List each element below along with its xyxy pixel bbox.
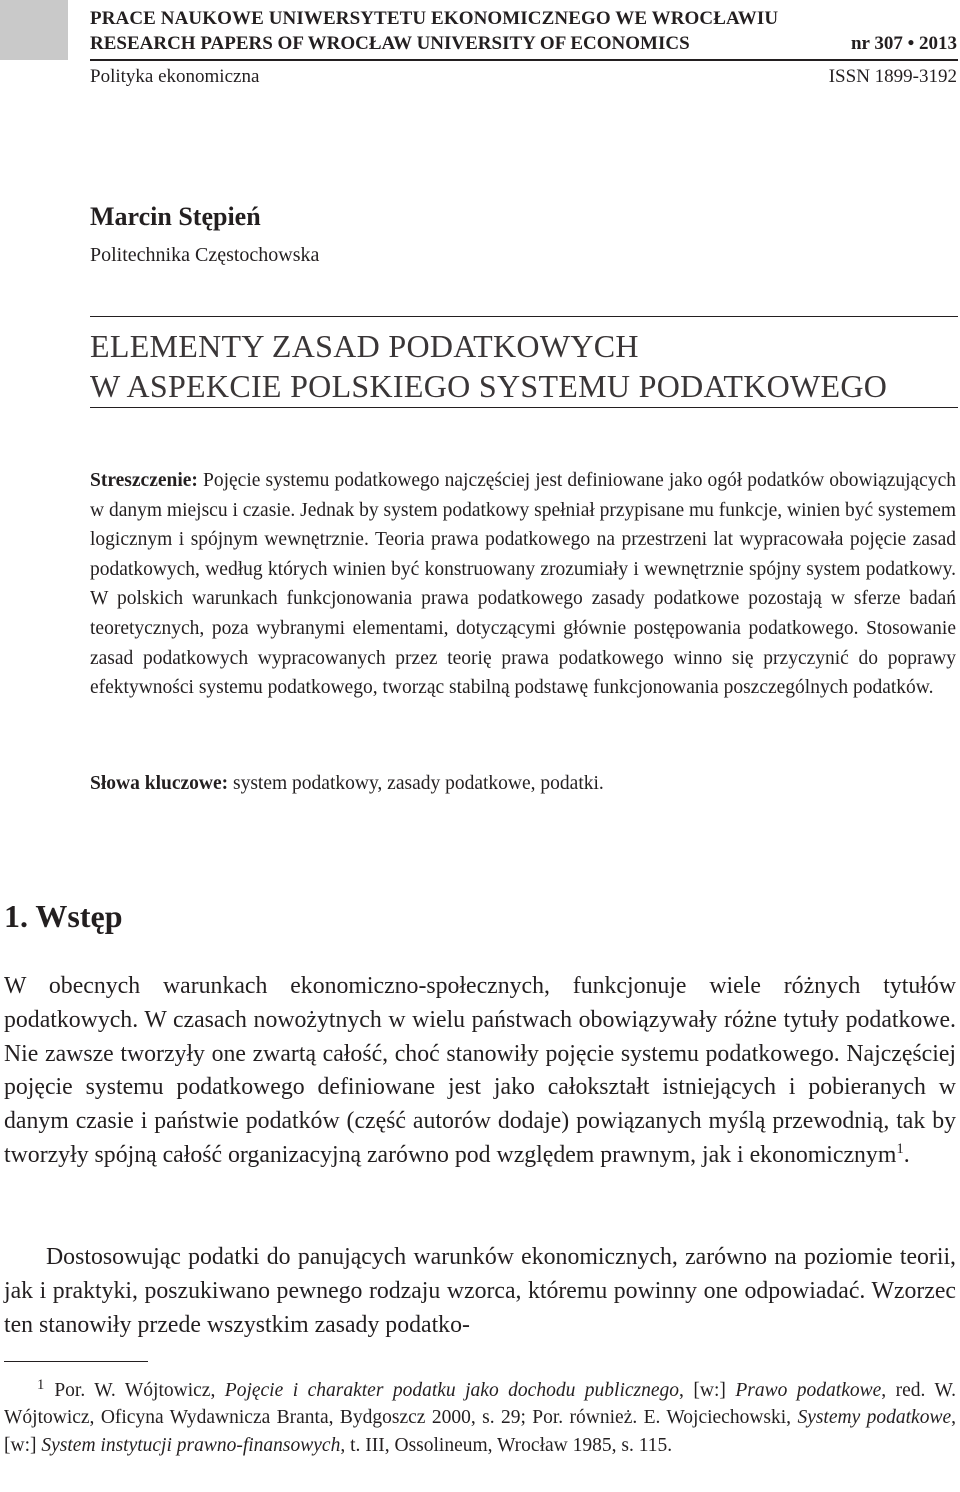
abstract-label: Streszczenie: — [90, 470, 198, 491]
footnote-ref[interactable]: 1 — [896, 1141, 904, 1158]
journal-name-pl: PRACE NAUKOWE UNIWERSYTETU EKONOMICZNEGO WE WROCŁAWIU — [90, 8, 779, 29]
abstract-text: Pojęcie systemu podatkowego najczęściej jest definiowane jako ogół podatków obowiązujących w danym miejscu i czasie. Jednak by system podatkowy spełniał przypisane mu funkcje, winien być systemem logicznym i spójnym wewnętrznie. Teoria prawa podatkowego na przestrzeni lat wypracowała pojęcie zasad podatkowych, według których winien być konstruowany zrozumiały i wewnętrznie spójny system podatkowy. W polskich warunkach funkcjonowania prawa podatkowego zasady podatkowe pozostają w sferze badań teoretycznych, poza wybranymi elementami, dotyczącymi głównie postępowania podatkowego. Stosowanie zasad podatkowych wypracowanych przez teorię prawa podatkowego winno się przyczynić do poprawy efektywności systemu podatkowego, tworząc stabilną podstawę funkcjonowania poszczególnych podatków. — [90, 470, 956, 699]
footnote-title-2: Prawo podatkowe — [735, 1380, 882, 1401]
paragraph-1-end: . — [903, 1141, 910, 1168]
author-affiliation: Politechnika Częstochowska — [90, 244, 320, 266]
footnote-text-4: , [w:] — [4, 1407, 956, 1456]
body-paragraph-2: Dostosowując podatki do panujących warunków ekonomicznych, zarówno na poziomie teorii, jak i praktyki, poszukiwano pewnego rodzaju wzorca, któremu powinny one odpowiadać. Wzorzec ten stanowiły przede wszystkim zasady podatko- — [4, 1244, 956, 1338]
footnote-mark: 1 — [37, 1376, 45, 1393]
section-heading: 1. Wstęp — [4, 898, 123, 934]
footnote-title-3: Systemy podatkowe — [797, 1407, 952, 1429]
footnote-text-1: Por. W. Wójtowicz, — [54, 1380, 225, 1401]
paragraph-1-text: W obecnych warunkach ekonomiczno-społecznych, funkcjonuje wiele różnych tytułów podatkowych. W czasach nowożytnych w wielu państwach obowiązywały różne tytuły podatkowe. Nie zawsze tworzyły one zwartą całość, choć stanowiły pojęcie systemu podatkowego. Najczęściej pojęcie systemu podatkowego definiowane jest jako całokształt istniejących i pobieranych w danym czasie i państwie podatków (część autorów dodaje) powiązanych myślą przewodnią, tak by tworzyły spójną całość organizacyjną zarówno pod względem prawnym, jak i ekonomicznym — [4, 973, 956, 1168]
abstract — [90, 466, 956, 703]
keywords-label: Słowa kluczowe: — [90, 773, 229, 794]
title-rule-bottom — [90, 407, 958, 408]
paper-title — [90, 326, 887, 406]
issue-number: nr 307 • 2013 — [850, 33, 957, 54]
header-rule — [90, 59, 958, 61]
footnote-text-5: , t. III, Ossolineum, Wrocław 1985, s. 115. — [340, 1434, 673, 1456]
footnote — [4, 1377, 956, 1459]
title-rule-top — [90, 316, 958, 317]
issn: ISSN 1899-3192 — [828, 66, 957, 87]
body-paragraph-1 — [4, 970, 956, 1173]
footnote-title-4: System instytucji prawno-finansowych — [41, 1434, 341, 1456]
title-line-1: ELEMENTY ZASAD PODATKOWYCH — [90, 328, 639, 364]
journal-name-en: RESEARCH PAPERS OF WROCŁAW UNIVERSITY OF ECONOMICS — [90, 33, 690, 54]
keywords — [90, 769, 956, 799]
series-name: Polityka ekonomiczna — [90, 66, 260, 87]
header-gray-block — [0, 0, 68, 60]
title-line-2: W ASPEKCIE POLSKIEGO SYSTEMU PODATKOWEGO — [90, 368, 888, 404]
keywords-text: system podatkowy, zasady podatkowe, podatki. — [228, 773, 604, 794]
footnote-rule — [4, 1361, 148, 1362]
footnote-text-3: , red. W. Wójtowicz, Oficyna Wydawnicza Branta, Bydgoszcz 2000, s. 29; Por. również. E. Wojciechowski, — [4, 1380, 956, 1429]
author-name: Marcin Stępień — [90, 202, 261, 231]
footnote-text-2: , [w:] — [679, 1380, 736, 1401]
footnote-title-1: Pojęcie i charakter podatku jako dochodu publicznego — [224, 1380, 680, 1401]
